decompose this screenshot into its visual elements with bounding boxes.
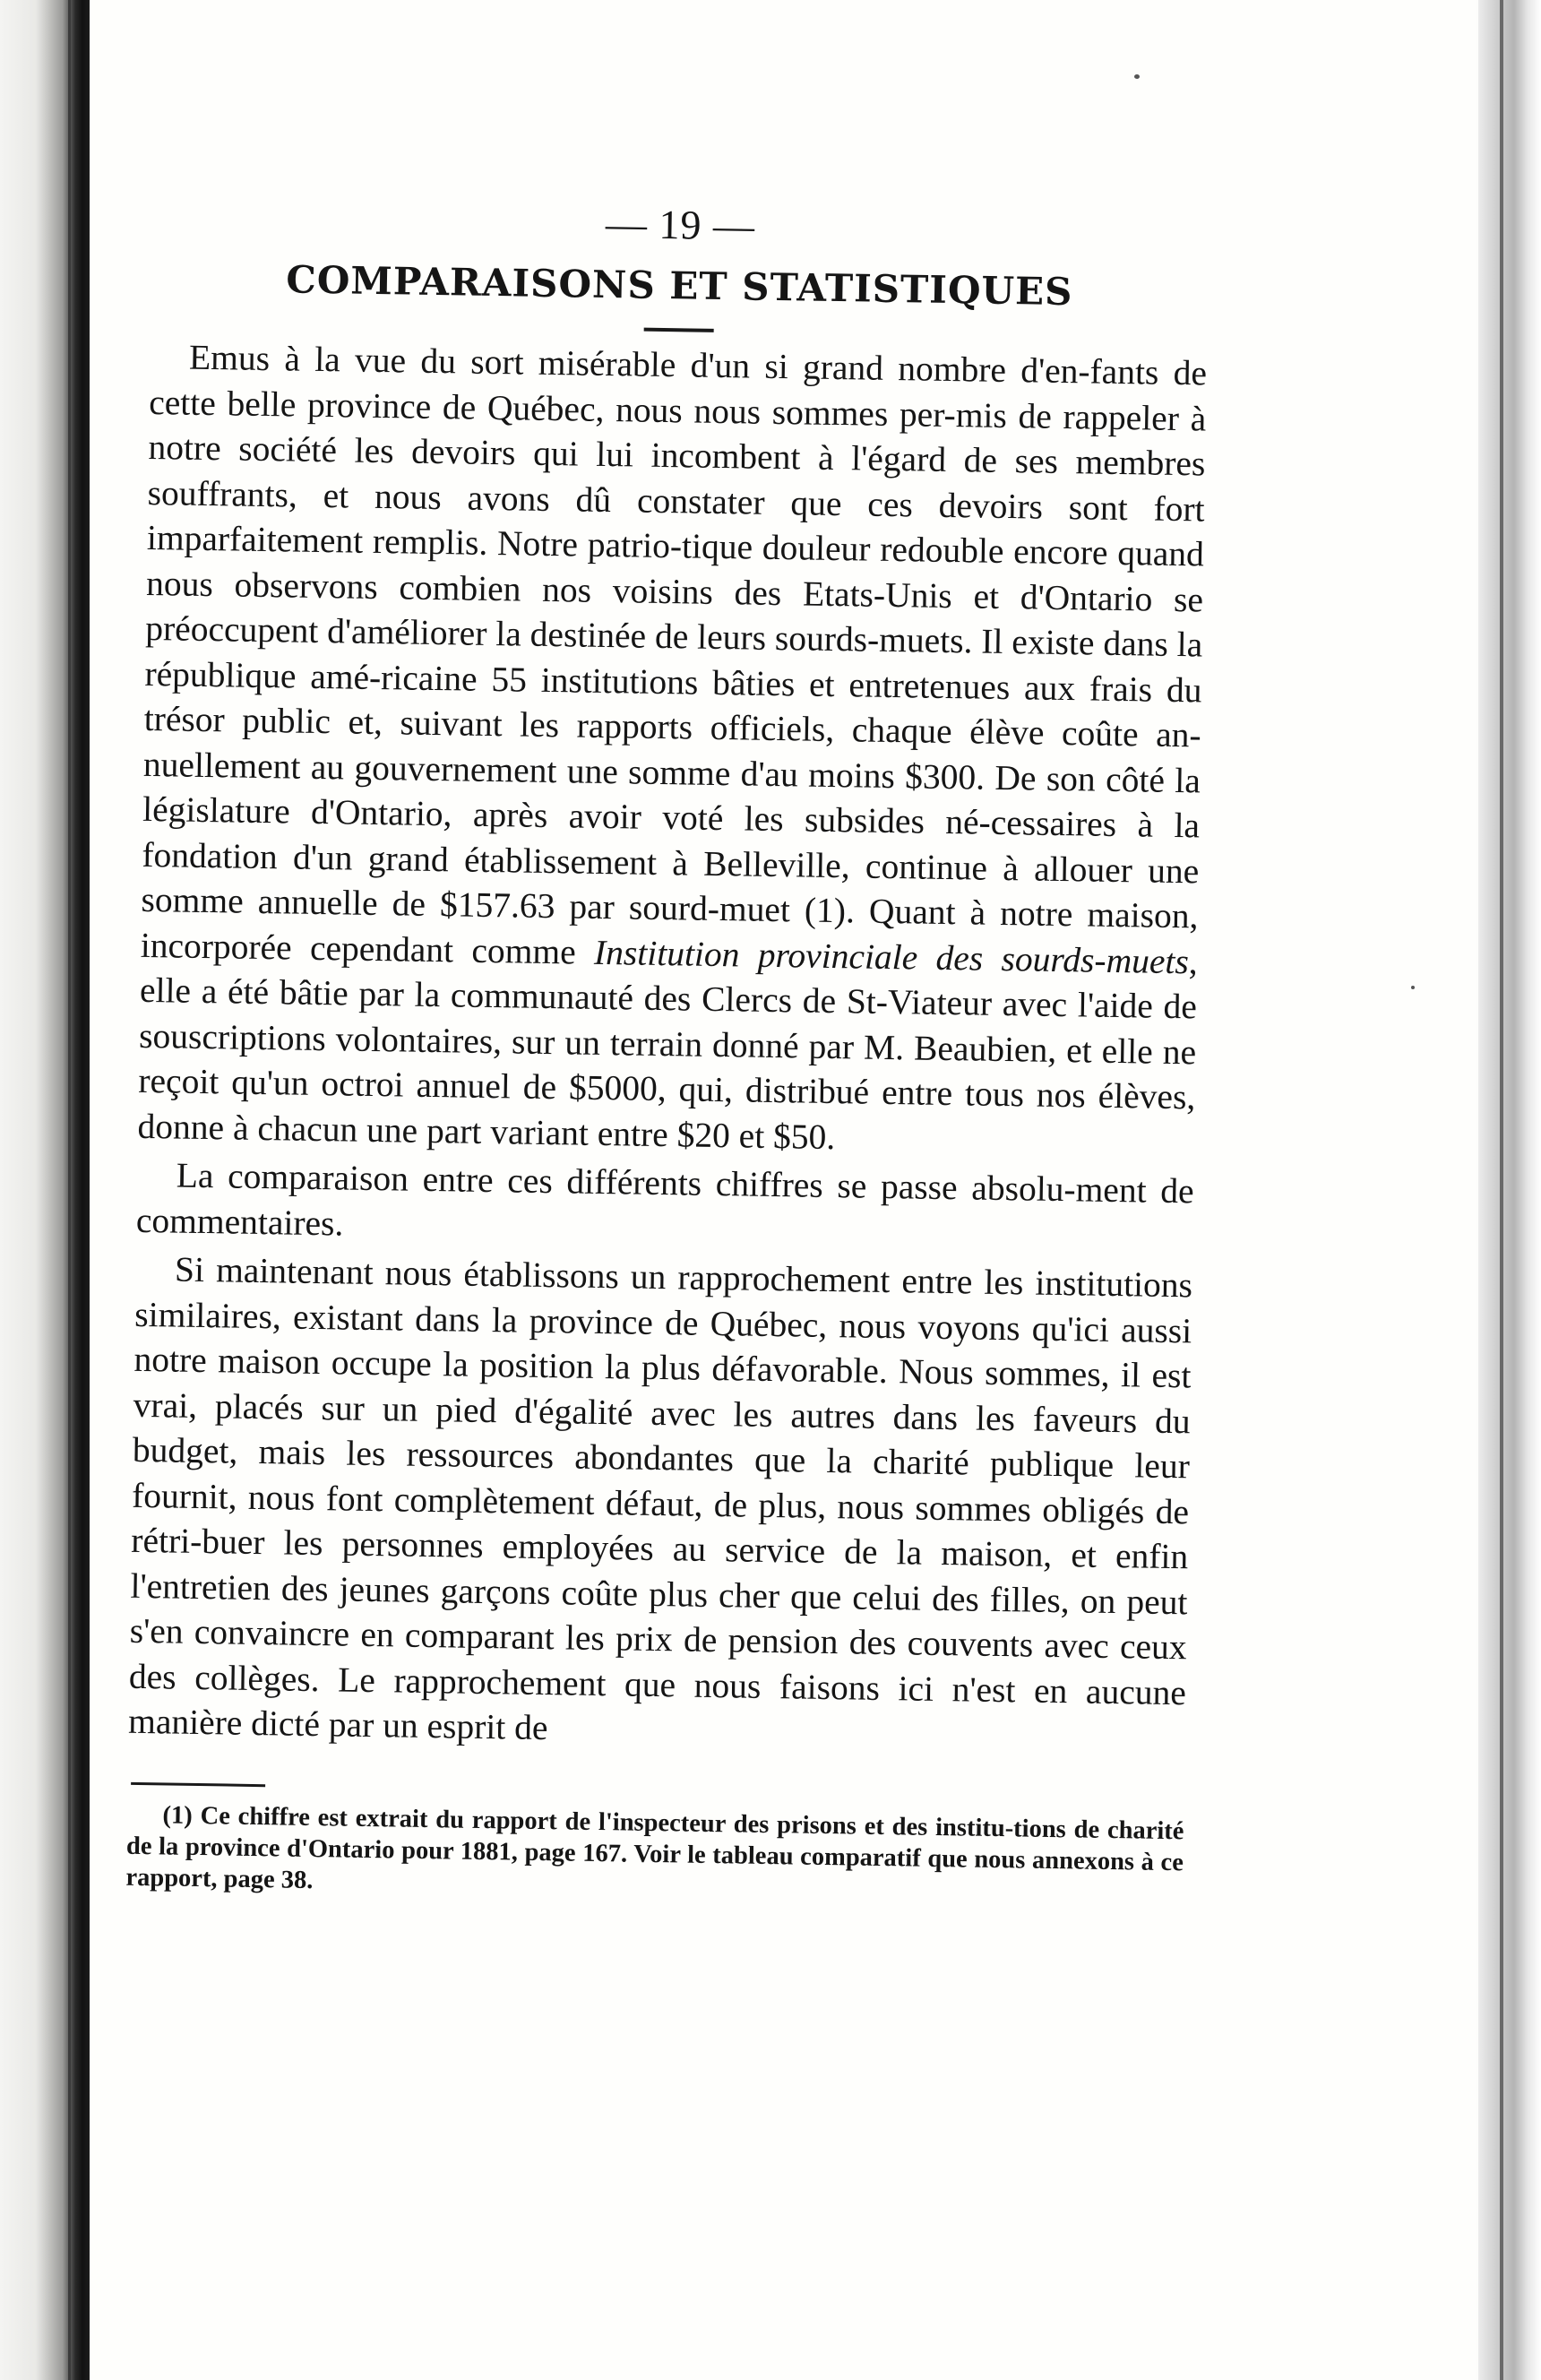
scan-speck bbox=[1134, 74, 1140, 79]
institution-name-italic: Institution provinciale des sourds-muets bbox=[593, 932, 1190, 981]
book-spine bbox=[0, 0, 90, 2380]
footnote: (1) Ce chiffre est extrait du rapport de l'inspecteur des prisons et des institu-tions de charité de la province d'Ontario pour 1881, page 167. Voir le tableau comparatif que nous annexons à ce rapport, page 38. bbox=[125, 1800, 1184, 1894]
footnote-rule bbox=[131, 1781, 265, 1786]
page-text-block bbox=[125, 193, 1210, 1910]
page-edge-line bbox=[1500, 0, 1503, 2380]
heading-rule bbox=[644, 328, 714, 332]
paragraph-3: Si maintenant nous établissons un rapprochement entre les institutions similaires, existant dans la province de Québec, nous voyons qu'ici aussi notre maison occupe la position la plus défavorable. Nous sommes, il est vrai, placés sur un pied d'égalité avec les autres dans les faveurs du budget, mais les ressources abondantes que la charité publique leur fournit, nous font complètement défaut, de plus, nous sommes obligés de rétri-buer les personnes employées au service de la maison, et enfin l'entretien des jeunes garçons coûte plus cher que celui des filles, on peut s'en convaincre en comparant les prix de pension des couvents avec ceux des collèges. Le rapprochement que nous faisons ici n'est en aucune manière dicté par un esprit de bbox=[127, 1249, 1193, 1748]
page-edge-shadow bbox=[1478, 0, 1541, 2380]
paragraph-1 bbox=[137, 334, 1207, 1165]
section-heading: COMPARAISONS ET STATISTIQUES bbox=[286, 257, 1073, 315]
spine-edge-line bbox=[68, 0, 71, 2380]
paragraph-2: La comparaison entre ces différents chiffres se passe absolu-ment de commentaires. bbox=[135, 1155, 1194, 1243]
scan-speck bbox=[1411, 986, 1415, 989]
paragraph-1-part-a: Emus à la vue du sort misérable d'un si grand nombre d'en-fants de cette belle province de Québec, nous nous sommes per-mis de rappeler à notre société les devoirs qui lui incombent à l'égard de ses membres souffrants, et nous avons dû constater que ces devoirs sont fort imparfaitement remplis. Notre patrio-tique douleur redouble encore quand nous observons combien nos voisins des Etats-Unis et d'Ontario se préoccupent d'améliorer la destinée de leurs sourds-muets. Il existe dans la république amé-ricaine 55 institutions bâties et entretenues aux frais du trésor public et, suivant les rapports officiels, chaque élève coûte an-nuellement au gouvernement une somme d'au moins $300. De son côté la législature d'Ontario, après avoir voté les subsides né-cessaires à la fondation d'un grand établissement à Belleville, continue à allouer une somme annuelle de $157.63 par sourd-muet (1). Quant à notre maison, incorporée cependant comme bbox=[140, 337, 1208, 972]
paragraph-1-part-b: , elle a été bâtie par la communauté des Clercs de St-Viateur avec l'aide de souscriptions volontaires, sur un terrain donné par M. Beaubien, et elle ne reçoit qu'un octroi annuel de $5000, qui, distribué entre tous nos élèves, donne à chacun une part variant entre $20 et $50. bbox=[137, 941, 1199, 1157]
page-number: — 19 — bbox=[605, 200, 756, 249]
